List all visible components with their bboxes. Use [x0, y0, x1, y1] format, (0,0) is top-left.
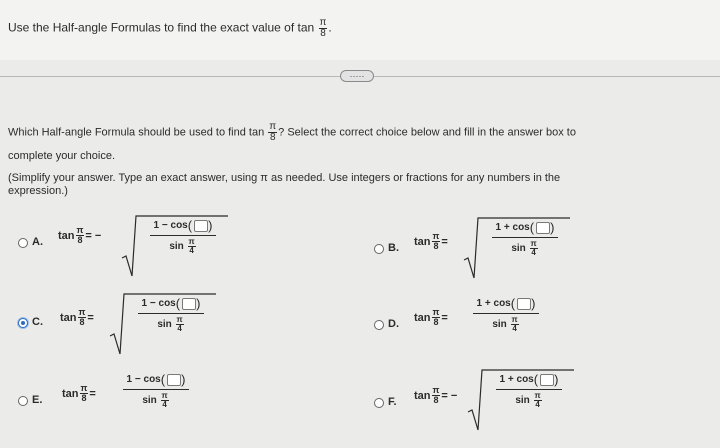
- choice-a-lhs: [58, 226, 101, 245]
- question-frac-den: 8: [320, 28, 326, 39]
- choice-f-angle-num: π: [432, 385, 440, 395]
- choice-a-sin: sin: [169, 241, 184, 252]
- choice-f-numerator-text: 1 + cos: [499, 374, 534, 385]
- choice-a-expression: [120, 212, 230, 280]
- choice-c-answer-box[interactable]: [182, 298, 196, 310]
- choice-b-den-angle-num: π: [530, 239, 537, 248]
- choice-d-tan: tan: [414, 311, 431, 324]
- choice-a-den-angle: [188, 238, 196, 255]
- instruction-prefix: Which Half-angle Formula should be used to find tan: [8, 126, 265, 139]
- instruction-fraction: [268, 122, 277, 143]
- choice-b-paren-close: ): [550, 220, 555, 235]
- choice-b-sin: sin: [511, 243, 526, 254]
- choice-a-den-angle-num: π: [188, 237, 195, 246]
- choice-f-letter: F.: [388, 396, 397, 408]
- choice-a-equals: = −: [85, 229, 102, 242]
- choice-d-sin: sin: [492, 319, 507, 330]
- choice-f-fraction-inner: [486, 372, 572, 409]
- choice-d-fraction: [460, 296, 552, 333]
- choice-b-numerator: [492, 220, 559, 238]
- choice-a-angle-den: 8: [77, 235, 83, 245]
- choice-d-radio[interactable]: [374, 320, 384, 330]
- question-header: [0, 0, 720, 60]
- choice-c-lhs: [60, 308, 94, 327]
- choice-d-letter: D.: [388, 318, 399, 330]
- question-suffix: .: [328, 20, 332, 35]
- choice-c-paren-close: ): [196, 296, 201, 311]
- choice-e-denominator: [142, 390, 169, 409]
- choice-e-numerator: [123, 372, 190, 390]
- choice-f-answer-box[interactable]: [540, 374, 554, 386]
- choice-f-equals: = −: [441, 389, 458, 402]
- choice-b-expression: [462, 214, 572, 282]
- choice-d-den-angle-num: π: [511, 315, 518, 324]
- instruction-line-3: (Simplify your answer. Type an exact answer, using π as needed. Use integers or fractions for any numbers in the: [8, 172, 561, 184]
- choice-d-lhs: [414, 308, 448, 327]
- choice-b-denominator: [511, 238, 538, 257]
- choice-d-den-angle-den: 4: [512, 324, 517, 333]
- choice-b-equals: =: [441, 235, 448, 248]
- choice-c-den-angle-den: 4: [177, 324, 182, 333]
- choice-f-denominator: [515, 390, 542, 409]
- choice-a-tan: tan: [58, 229, 75, 242]
- instruction-line-1: [8, 122, 576, 143]
- choice-b-numerator-text: 1 + cos: [495, 222, 530, 233]
- choice-c-numerator: [138, 296, 205, 314]
- choice-e-numerator-text: 1 − cos: [126, 374, 161, 385]
- instruction-line-2: complete your choice.: [8, 150, 115, 162]
- choice-c-equals: =: [87, 311, 94, 324]
- choice-c-den-angle: [176, 316, 184, 333]
- choice-c-denominator: [157, 314, 184, 333]
- choice-f-numerator: [496, 372, 563, 390]
- choice-a-numerator: [150, 218, 217, 236]
- choice-f-expression: [466, 366, 576, 434]
- question-prefix: Use the Half-angle Formulas to find the exact value of tan: [8, 20, 315, 35]
- choice-e-lhs: [62, 384, 96, 403]
- choice-d-answer-box[interactable]: [517, 298, 531, 310]
- choice-e-fraction: [110, 372, 202, 409]
- choice-c-sin: sin: [157, 319, 172, 330]
- choice-b-radio[interactable]: [374, 244, 384, 254]
- choice-e-angle-num: π: [80, 383, 88, 393]
- choice-e-angle-den: 8: [81, 393, 87, 403]
- choice-f-lhs: [414, 386, 457, 405]
- choice-f-den-angle-den: 4: [535, 400, 540, 409]
- choice-d-angle: [432, 308, 441, 327]
- choice-c-letter: C.: [32, 316, 43, 328]
- choice-c-den-angle-num: π: [176, 315, 183, 324]
- choice-c-numerator-text: 1 − cos: [141, 298, 176, 309]
- choice-a-letter: A.: [32, 236, 43, 248]
- choice-f-den-angle-num: π: [534, 391, 541, 400]
- question-text: [8, 18, 332, 39]
- choice-c-paren-open: (: [175, 296, 181, 311]
- choice-a-angle: [76, 226, 85, 245]
- choice-e-tan: tan: [62, 387, 79, 400]
- choice-b-angle-num: π: [432, 231, 440, 241]
- choice-a-radio[interactable]: [18, 238, 28, 248]
- choice-d-numerator-text: 1 + cos: [476, 298, 511, 309]
- choice-d-angle-num: π: [432, 307, 440, 317]
- choice-a-answer-box[interactable]: [194, 220, 208, 232]
- choice-f-sin: sin: [515, 395, 530, 406]
- expand-more-button[interactable]: ·····: [340, 70, 374, 82]
- choice-e-paren-close: ): [181, 372, 186, 387]
- instruction-suffix: ? Select the correct choice below and fill in the answer box to: [278, 126, 576, 139]
- choice-b-angle-den: 8: [433, 241, 439, 251]
- choice-c-angle-num: π: [78, 307, 86, 317]
- choice-c-fraction: [128, 296, 214, 333]
- choice-d-paren-open: (: [510, 296, 516, 311]
- choice-e-radio[interactable]: [18, 396, 28, 406]
- choice-b-tan: tan: [414, 235, 431, 248]
- choice-b-angle: [432, 232, 441, 251]
- choice-e-den-angle-den: 4: [162, 400, 167, 409]
- choice-c-angle-den: 8: [79, 317, 85, 327]
- choice-d-numerator: [473, 296, 540, 314]
- choice-f-angle-den: 8: [433, 395, 439, 405]
- question-fraction: [319, 18, 328, 39]
- instruction-frac-den: 8: [269, 132, 276, 143]
- choice-d-paren-close: ): [531, 296, 536, 311]
- choice-f-angle: [432, 386, 441, 405]
- question-frac-num: π: [319, 17, 327, 28]
- choice-a-numerator-text: 1 − cos: [153, 220, 188, 231]
- choice-d-den-angle: [511, 316, 519, 333]
- choice-b-fraction: [482, 220, 568, 257]
- choice-c-expression: [108, 290, 218, 358]
- choice-b-answer-box[interactable]: [536, 222, 550, 234]
- choice-c-tan: tan: [60, 311, 77, 324]
- choice-a-angle-num: π: [76, 225, 84, 235]
- choice-b-paren-open: (: [529, 220, 535, 235]
- instruction-line-4: expression.): [8, 185, 68, 197]
- choice-f-tan: tan: [414, 389, 431, 402]
- choice-e-angle: [80, 384, 89, 403]
- choice-d-angle-den: 8: [433, 317, 439, 327]
- choice-f-paren-open: (: [533, 372, 539, 387]
- choice-e-answer-box[interactable]: [167, 374, 181, 386]
- choice-b-letter: B.: [388, 242, 399, 254]
- choice-d-denominator: [492, 314, 519, 333]
- choice-a-paren-open: (: [187, 218, 193, 233]
- choice-f-radio[interactable]: [374, 398, 384, 408]
- choice-e-den-angle-num: π: [161, 391, 168, 400]
- choice-b-den-angle-den: 4: [531, 248, 536, 257]
- choice-e-den-angle: [161, 392, 169, 409]
- choice-d-equals: =: [441, 311, 448, 324]
- choice-e-paren-open: (: [160, 372, 166, 387]
- choice-e-sin: sin: [142, 395, 157, 406]
- choice-a-fraction: [140, 218, 226, 255]
- choice-b-den-angle: [530, 240, 538, 257]
- choice-c-angle: [78, 308, 87, 327]
- choice-b-lhs: [414, 232, 448, 251]
- choice-a-paren-close: ): [208, 218, 213, 233]
- choice-e-equals: =: [89, 387, 96, 400]
- choice-f-den-angle: [534, 392, 542, 409]
- choice-c-radio[interactable]: [18, 318, 28, 328]
- choice-f-paren-close: ): [554, 372, 559, 387]
- instruction-frac-num: π: [269, 121, 277, 132]
- choice-e-letter: E.: [32, 394, 43, 406]
- choice-a-denominator: [169, 236, 196, 255]
- choice-a-den-angle-den: 4: [189, 246, 194, 255]
